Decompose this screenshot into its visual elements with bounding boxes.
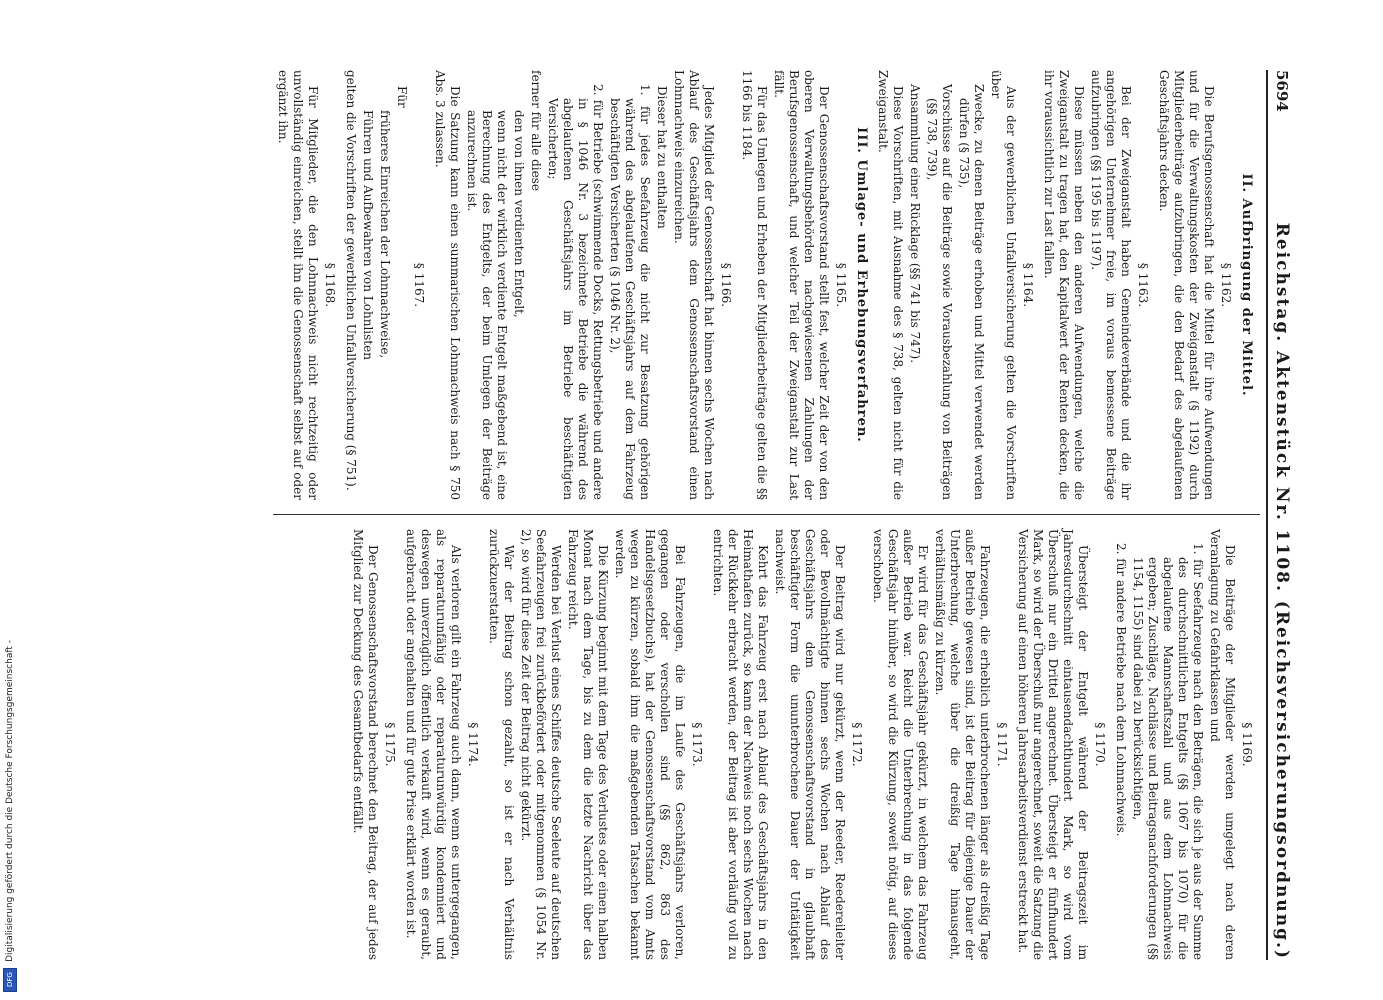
paragraph-text: Jedes Mitglied der Genossenschaft hat binnen sechs Wochen nach Ablauf des Geschäftsjahrs dem Genossenschaftsvorstand einen Lohnnachweis einzureichen. xyxy=(672,70,716,500)
paragraph-text: Als verloren gilt ein Fahrzeug auch dann, wenn es untergegangen, als reparaturunfähig oder reparaturunwürdig kondemniert und deswegen unverzüglich öffentlich verkauft wird, wenn es geraubt, aufgebracht oder angehalten und für gute Prise erklärt worden ist. xyxy=(404,529,463,960)
paragraph-text: Der Beitrag wird nur gekürzt, wenn der Reeder, Reedereileiter oder Bevollmächtigte binnen sechs Wochen nach Ablauf des Geschäftsjahrs dem Genossenschaftsvorstand in glaubhaft beschäftigter Form die ununterbrochene Dauer der Untätigkeit nachweist. xyxy=(773,529,847,960)
paragraph-number: § 1175. xyxy=(383,722,397,767)
paragraph-text: Die Beiträge der Mitglieder werden umgelegt nach deren Veranlagung zu Gefahrklassen und xyxy=(1208,529,1237,960)
paragraph-text: Der Genossenschaftsvorstand stellt fest, welcher Zeit der von den oberen Verwaltungsbehörden nachgewiesenen Zahlungen der Berufsgenossenschaft, und welcher Teil der Zweiganstalt zur Last fällt. xyxy=(772,70,831,500)
paragraph-number: § 1174. xyxy=(466,722,480,767)
list-item: 2. für Betriebe (schwimmende Docks, Rettungsbetriebe und andere in § 1046 Nr. 3 bezeichnete Betriebe die während des abgelaufenen Geschäftsjahrs im Betriebe beschäftigten Versicherten; xyxy=(546,84,605,500)
document-page xyxy=(20,0,1310,1000)
credit-text: Digitalisierung gefördert durch die Deutsche Forschungsgemeinschaft - xyxy=(5,640,15,962)
right-column xyxy=(273,515,1260,960)
list-item: Ansammlung einer Rücklage (§§ 741 bis 747). xyxy=(908,84,922,364)
paragraph-text: Für xyxy=(395,86,409,108)
paragraph-text: Die Kürzung beginnt mit dem Tage des Verlustes oder einen halben Monat nach dem Tage, bis zu dem die letzte Nachricht über das Fahrzeug reicht. xyxy=(566,529,610,960)
page-number: 5694 xyxy=(1273,70,1291,112)
text-columns xyxy=(273,70,1260,960)
paragraph-text: Fahrzeugen, die erheblich unterbrochenen länger als dreißig Tage außer Betrieb gewesen sind, ist der Beitrag für diejenige Dauer der Unterbrechung, welche über die dreißig Tage hinausgeht, verhältnismäßig zu kürzen. xyxy=(933,529,992,960)
paragraph-number: § 1165. xyxy=(834,262,848,308)
page-header xyxy=(1266,70,1292,960)
list-item: 1. für Seefahrzeuge nach den Beträgen, die sich je aus der Summe des durchschnittlichen Entgelts (§§ 1067 bis 1070) für die abgelaufene Mannschaftszahl und aus dem Lohnnachweis ergeben; Zuschläge, Nachlässe und Beitragsnachforderungen (§§ 1154, 1155) sind dabei zu berücksichtigen, xyxy=(1131,543,1205,960)
paragraph-text: Für das Umlegen und Erheben der Mitgliederbeiträge gelten die §§ 1166 bis 1184. xyxy=(740,70,769,500)
paragraph-number: § 1173. xyxy=(690,722,704,767)
paragraph-text: War der Beitrag schon gezahlt, so ist er nach Verhältnis zurückzuerstatten. xyxy=(487,529,516,960)
section-title: II. Aufbringung der Mittel. xyxy=(1239,173,1254,397)
list-item: Zwecke, zu denen Beiträge erhoben und Mittel verwendet werden dürfen (§ 735), xyxy=(957,84,986,500)
list-item: früheres Einreichen der Lohnnachweise, xyxy=(378,110,392,359)
paragraph-text: Diese müssen neben den anderen Aufwendungen, welche die Zweiganstalt zu tragen hat, den Kapitalwert der Renten decken, die ihr voraussichtlich zur Last fallen. xyxy=(1042,70,1086,500)
list-item: wenn nicht der wirklich verdiente Entgelt maßgebend ist, eine Berechnung des Entgelts, der beim Umlegen der Beiträge anzurechnen ist. xyxy=(465,110,509,500)
paragraph-text: ferner für alle diese xyxy=(529,70,543,192)
section-title: III. Umlage- und Erhebungsverfahren. xyxy=(854,127,869,443)
paragraph-text: Für Mitglieder, die den Lohnnachweis nicht rechtzeitig oder unvollständig einreichen, stellt ihn die Genossenschaft selbst auf oder ergänzt ihn. xyxy=(276,70,320,500)
digitization-credit xyxy=(2,0,18,1000)
list-item: 2. für andere Betriebe nach dem Lohnnachweis. xyxy=(1114,543,1128,837)
paragraph-text: Bei Fahrzeugen, die im Laufe des Geschäftsjahrs verloren, gegangen oder verschollen sind (§§ 862, 863 des Handelsgesetzbuchs), hat der Genossenschaftsvorstand vom Amts wegen zu kürzen, sobald ihm die maßgebenden Tatsachen bekannt werden. xyxy=(613,529,687,960)
list-item: Führen und Aufbewahren von Lohnlisten xyxy=(361,110,375,360)
paragraph-text: Der Genossenschaftsvorstand berechnet den Beitrag, der auf jedes Mitglied zur Deckung des Gesamtbedarfs entfällt. xyxy=(351,529,380,960)
paragraph-text: Diese Vorschriften, mit Ausnahme des § 738, gelten nicht für die Zweiganstalt. xyxy=(876,70,905,500)
paragraph-text: Übersteigt der Entgelt während der Beitragszeit im Jahresdurchschnitt eintausendachthundert Mark, so wird vom Überschuß nur ein Drittel angerechnet. Übersteigt er fünfhundert Mark, so wird der Überschuß nur angerechnet, soweit die Satzung die Versicherung auf einen höheren Jahresarbeitsverdienst erstreckt hat. xyxy=(1016,529,1090,960)
paragraph-text: Bei der Zweiganstalt haben Gemeindeverbände und die ihr angehörigen Unternehmer freie, im voraus bemessene Beiträge aufzubringen (§§ 1195 bis 1197). xyxy=(1089,70,1133,500)
page-title: Reichstag. Aktenstück Nr. 1108. (Reichsversicherungsordnung.) xyxy=(1272,222,1292,960)
paragraph-number: § 1172. xyxy=(850,722,864,767)
paragraph-number: § 1171. xyxy=(995,722,1009,767)
list-item: den von ihnen verdienten Entgelt, xyxy=(512,110,526,318)
paragraph-text: Die Satzung kann einen summarischen Lohnnachweis nach § 750 Abs. 3 zulassen. xyxy=(433,70,462,500)
paragraph-text: Dieser hat zu enthalten xyxy=(655,86,669,229)
list-item: 1. für jedes Seefahrzeug die nicht zur Besatzung gehörigen während des abgelaufenen Geschäftsjahrs auf dem Fahrzeug beschäftigten Versicherten (§ 1046 Nr. 2), xyxy=(608,84,652,500)
paragraph-text: Die Berufsgenossenschaft hat die Mittel für ihre Aufwendungen und für die Verwaltungskosten der Zweiganstalt (§ 1192) durch Mitgliederbeiträge aufzubringen, die den Bedarf des abgelaufenen Geschäftsjahrs decken. xyxy=(1157,70,1216,500)
paragraph-text: Aus der gewerblichen Unfallversicherung gelten die Vorschriften über xyxy=(989,70,1018,500)
paragraph-number: § 1167. xyxy=(412,262,426,308)
paragraph-number: § 1164. xyxy=(1021,262,1035,308)
list-item: Vorschüsse auf die Beiträge sowie Vorausbezahlung von Beiträgen (§§ 738, 739), xyxy=(925,84,954,500)
left-column xyxy=(273,70,1260,515)
paragraph-text: Er wird für das Geschäftsjahr gekürzt, in welchem das Fahrzeug außer Betrieb war. Reicht die Unterbrechung in das folgende Geschäftsjahr hinüber, so wird die Kürzung, soweit nötig, auf dieses verschoben. xyxy=(871,529,930,960)
paragraph-number: § 1162. xyxy=(1219,262,1233,308)
paragraph-text: Werden bei Verlust eines Schiffes deutsche Seeleute auf deutschen Seefahrzeugen frei zurückbefördert oder mitgenommen (§ 1054 Nr. 2), so wird für diese Zeit der Beitrag nicht gekürzt. xyxy=(519,529,563,960)
paragraph-number: § 1163. xyxy=(1136,262,1150,308)
paragraph-number: § 1169. xyxy=(1240,722,1254,767)
dfg-logo: DFG xyxy=(3,968,17,992)
paragraph-number: § 1166. xyxy=(719,262,733,308)
paragraph-number: § 1168. xyxy=(323,262,337,308)
paragraph-text: Kehrt das Fahrzeug erst nach Ablauf des Geschäftsjahrs in den Heimathafen zurück, so kann der Nachweis noch sechs Wochen nach der Rückkehr erbracht werden, der Beitrag ist aber vorläufig voll zu entrichten. xyxy=(711,529,770,960)
paragraph-text: gelten die Vorschriften der gewerblichen Unfallversicherung (§ 751). xyxy=(344,70,358,491)
paragraph-number: § 1170. xyxy=(1093,722,1107,767)
